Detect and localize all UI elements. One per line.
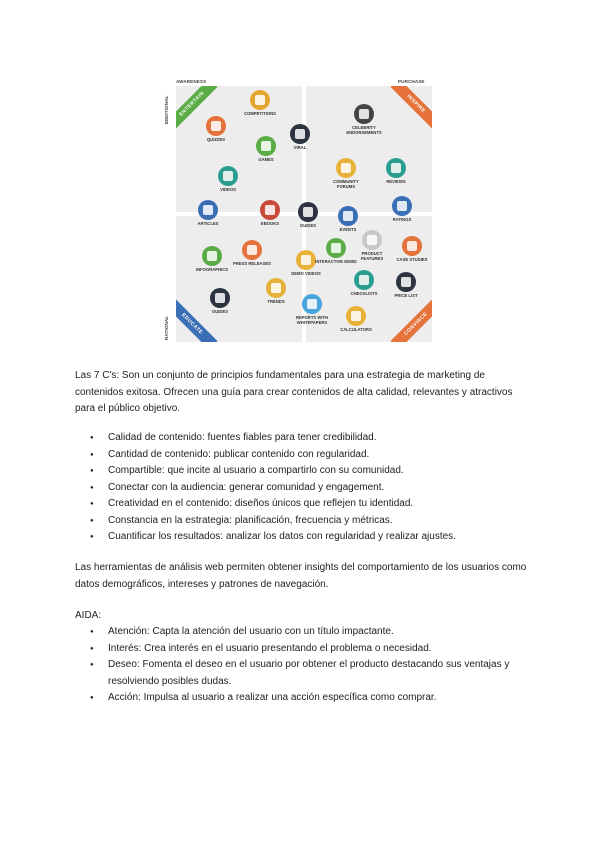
analytics-paragraph: Las herramientas de análisis web permiten obtener insights del comportamiento de los usuarios como datos demográficos, intereses y patrones de navegación. bbox=[75, 562, 527, 590]
matrix-item-label: CELEBRITY ENDORSEMENTS bbox=[346, 125, 382, 135]
axis-purchase: PURCHASE bbox=[398, 79, 425, 84]
report-icon bbox=[302, 294, 322, 314]
list-item: ● Atención: Capta la atención del usuario con un título impactante. bbox=[90, 624, 520, 641]
matrix-item bbox=[198, 288, 242, 314]
matrix-item bbox=[238, 90, 282, 116]
matrix-item-label: VIRAL bbox=[293, 145, 307, 150]
press-icon bbox=[242, 240, 262, 260]
matrix-item bbox=[342, 270, 386, 296]
list-item: ● Deseo: Fomenta el deseo en el usuario por obtener el producto destacando sus ventajas y resolviendo posibles dudas. bbox=[90, 657, 520, 690]
matrix-item-label: CALCULATORS bbox=[340, 327, 372, 332]
matrix-item-label: REPORTS WITH WHITEPAPERS bbox=[295, 315, 329, 325]
matrix-item-label: GUIDES bbox=[299, 223, 317, 228]
person-icon bbox=[402, 236, 422, 256]
matrix-item-label: QUIZZES bbox=[206, 137, 226, 142]
matrix-item bbox=[380, 196, 424, 222]
matrix-item bbox=[334, 306, 378, 332]
matrix-item bbox=[186, 200, 230, 226]
axis-rational: RATIONAL bbox=[164, 315, 169, 340]
matrix-item-label: CASE STUDIES bbox=[396, 257, 428, 262]
list-item: ● Cantidad de contenido: publicar contenido con regularidad. bbox=[90, 447, 520, 464]
matrix-item-label: VIDEOS bbox=[220, 187, 236, 192]
chat-icon bbox=[336, 158, 356, 178]
calculator-icon bbox=[346, 306, 366, 326]
matrix-item bbox=[384, 272, 428, 298]
list-item: ● Cuantificar los resultados: analizar los datos con regularidad y realizar ajustes. bbox=[90, 529, 520, 546]
gamepad-icon bbox=[256, 136, 276, 156]
interactive-icon bbox=[326, 238, 346, 258]
matrix-item bbox=[230, 240, 274, 266]
corner-convince: CONVINCE bbox=[391, 299, 432, 342]
list-item: ● Compartible: que incite al usuario a compartirlo con su comunidad. bbox=[90, 463, 520, 480]
matrix-item bbox=[326, 206, 370, 232]
matrix-item bbox=[374, 158, 418, 184]
features-icon bbox=[362, 230, 382, 250]
calendar-icon bbox=[338, 206, 358, 226]
matrix-item bbox=[324, 158, 368, 189]
content-matrix-figure bbox=[176, 86, 432, 342]
matrix-item bbox=[290, 294, 334, 325]
infographic-icon bbox=[202, 246, 222, 266]
matrix-item-label: COMMUNITY FORUMS bbox=[333, 179, 359, 189]
monitor-icon bbox=[298, 202, 318, 222]
matrix-item-label: INTERACTIVE DEMO bbox=[315, 259, 357, 264]
matrix-item-label: REVIEWS bbox=[386, 179, 406, 184]
matrix-item bbox=[286, 202, 330, 228]
matrix-item-label: EVENTS bbox=[339, 227, 357, 232]
film-reel-icon bbox=[290, 124, 310, 144]
matrix-item-label: RATINGS bbox=[392, 217, 412, 222]
aida-heading: AIDA: bbox=[75, 610, 102, 621]
book-icon bbox=[260, 200, 280, 220]
axis-emotional: EMOTIONAL bbox=[164, 95, 169, 124]
matrix-item-label: CHECKLISTS bbox=[350, 291, 378, 296]
matrix-item-label: ARTICLES bbox=[197, 221, 219, 226]
camera-icon bbox=[296, 250, 316, 270]
matrix-item bbox=[390, 236, 434, 262]
lightbulb-icon bbox=[206, 116, 226, 136]
matrix-item-label: PRICE LIST bbox=[394, 293, 418, 298]
guide-icon bbox=[210, 288, 230, 308]
list-item: ● Acción: Impulsa al usuario a realizar una acción específica como comprar. bbox=[90, 690, 520, 707]
matrix-item bbox=[342, 104, 386, 135]
checklist-icon bbox=[354, 270, 374, 290]
price-icon bbox=[396, 272, 416, 292]
microphone-icon bbox=[354, 104, 374, 124]
matrix-item-label: COMPETITIONS bbox=[244, 111, 276, 116]
corner-entertain: ENTERTAIN bbox=[176, 86, 217, 129]
intro-paragraph: Las 7 C's: Son un conjunto de principios fundamentales para una estrategia de marketing de contenidos exitosa. Ofrecen una guía para crear contenidos de alta calidad, relevantes y atractivos para el público objetivo. bbox=[75, 370, 513, 414]
list-item: ● Calidad de contenido: fuentes fiables para tener credibilidad. bbox=[90, 430, 520, 447]
matrix-item bbox=[190, 246, 234, 272]
corner-inspire: INSPIRE bbox=[391, 86, 432, 129]
matrix-item-label: DEMO VIDEOS bbox=[291, 271, 321, 276]
chart-icon bbox=[266, 278, 286, 298]
list-item: ● Interés: Crea interés en el usuario presentando el problema o necesidad. bbox=[90, 641, 520, 658]
axis-awareness: AWARENESS bbox=[176, 79, 207, 84]
matrix-item-label: INFOGRAPHICS bbox=[195, 267, 229, 272]
ratings-icon bbox=[392, 196, 412, 216]
matrix-item bbox=[278, 124, 322, 150]
corner-educate: EDUCATE bbox=[176, 299, 217, 342]
matrix-item-label: PRESS RELEASES bbox=[233, 261, 271, 266]
list-item: ● Creatividad en el contenido: diseños únicos que reflejen tu identidad. bbox=[90, 496, 520, 513]
list-item: ● Conectar con la audiencia: generar comunidad y engagement. bbox=[90, 480, 520, 497]
list-item: ● Constancia en la estrategia: planificación, frecuencia y métricas. bbox=[90, 513, 520, 530]
matrix-item-label: TRENDS bbox=[267, 299, 285, 304]
matrix-item-label: PRODUCT FEATURES bbox=[360, 251, 384, 261]
matrix-item bbox=[206, 166, 250, 192]
matrix-item bbox=[350, 230, 394, 261]
aida-list bbox=[90, 624, 520, 707]
article-icon bbox=[198, 200, 218, 220]
matrix-item-label: GAMES bbox=[258, 157, 274, 162]
seven-cs-list bbox=[90, 430, 520, 546]
star-icon bbox=[386, 158, 406, 178]
matrix-item bbox=[194, 116, 238, 142]
matrix-item-label: EBOOKS bbox=[260, 221, 280, 226]
video-icon bbox=[218, 166, 238, 186]
medal-icon bbox=[250, 90, 270, 110]
matrix-item-label: GUIDES bbox=[211, 309, 229, 314]
